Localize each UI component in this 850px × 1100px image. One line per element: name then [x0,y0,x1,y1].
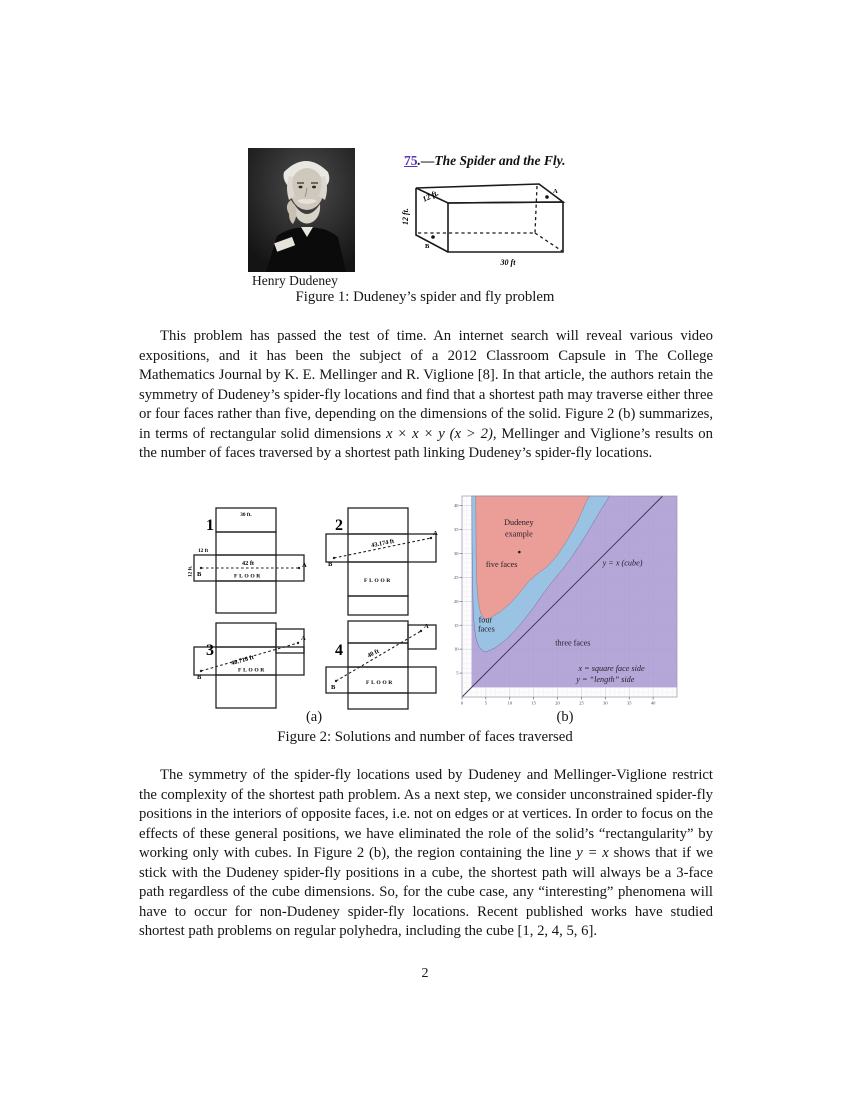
svg-text:30: 30 [603,700,608,706]
svg-text:30: 30 [454,551,459,557]
svg-text:40: 40 [650,700,656,706]
spider-fly-title [404,153,566,169]
point-a-dot [545,195,549,199]
puzzle-title-text: .—The Spider and the Fly. [417,153,566,168]
paragraph-1 [139,327,713,464]
net-1-side-label: 12 ft [198,548,209,554]
svg-text:10: 10 [507,700,513,706]
svg-text:10: 10 [454,646,459,652]
paragraph-1-text: This problem has passed the test of time. An internet search will reveal various video expositions, and it has been the subject of a 2012 Classroom Capsule in The College Mathematics Journal by K. E. Mellinger and R. Viglione [8]. In that article, the authors retain the symmetry of Dudeney’s spider-fly locations and find that a shortest path may traverse either three or four faces rather than five, depending on the dimensions of the solid. Figure 2 (b) summarizes, in terms of rectangular solid dimensions x × x × y (x > 2), Mellinger and Viglione’s results on the number of faces traversed by a shortest path linking Dudeney’s spider-fly locations. [139,328,713,462]
puzzle-number-link[interactable]: 75 [404,153,418,168]
net-2-number: 2 [335,517,343,534]
svg-text:15: 15 [531,700,536,706]
svg-text:four: four [478,615,493,625]
net-1-path-label: 42 ft [241,560,255,567]
net-4-a: A [424,623,429,630]
svg-text:0: 0 [460,700,464,706]
net-2-b: B [328,561,333,568]
net-1-a: A [302,562,307,569]
net-4-floor-label: FLOOR [366,680,394,686]
net-3-floor-label: FLOOR [238,667,266,674]
photo-caption: Henry Dudeney [252,273,338,288]
svg-text:35: 35 [626,700,632,706]
point-b-dot [431,235,435,239]
height-label-slant: 12 ft. [420,188,441,204]
paragraph-2 [139,766,713,942]
unfolding-nets-diagram [188,497,440,712]
length-label: 30 ft [500,258,516,267]
svg-text:25: 25 [454,574,459,580]
svg-text:5: 5 [484,700,488,706]
subfigure-a-label: (a) [305,709,323,725]
net-4-outline [326,621,436,709]
paragraph-2-text: The symmetry of the spider-fly locations used by Dudeney and Mellinger-Viglione restrict the complexity of the shortest path problem. As a next step, we consider unconstrained spider-fly positions in the interiors of opposite faces, i.e. not on edges or at vertices. In order to focus on the effects of these general positions, we have eliminated the role of the solid’s “rectangularity” by working only with cubes. In Figure 2 (b), the region containing the line y = x shows that if we stick with the Dudeney spider-fly positions in a cube, the shortest path will always be a 3-face path regardless of the cube dimensions. So, for the cube case, any “interesting” phenomena will have to occur for non-Dudeney spider-fly locations. Recent published works have studied shortest path problems on regular polyhedra, including the cube [1, 2, 4, 5, 6]. [139,767,713,940]
svg-text:15: 15 [454,622,459,628]
figure2-caption: Figure 2: Solutions and number of faces traversed [277,729,573,745]
figure1-caption: Figure 1: Dudeney’s spider and fly problem [295,289,555,305]
svg-text:three faces: three faces [555,638,591,648]
svg-text:example: example [504,529,533,539]
net-2-floor-label: FLOOR [364,578,392,584]
net-4-b: B [331,684,336,691]
net-1-number: 1 [206,517,214,534]
svg-text:y = x (cube): y = x (cube) [602,558,643,568]
net-1-top-label: 30 ft. [240,512,252,518]
henry-dudeney-photo [248,148,355,272]
svg-text:35: 35 [454,527,459,533]
spider-fly-box-diagram [396,176,578,270]
net-3-path-label: 40.718 ft [230,654,255,668]
svg-text:x = square face side: x = square face side [578,664,645,674]
height-label-vertical: 12 ft. [401,208,410,225]
svg-text:25: 25 [579,700,584,706]
net-1-side-label-rot: 12 ft. [188,565,194,577]
svg-text:y = “length” side: y = “length” side [576,675,635,685]
eye-left [299,186,303,189]
point-a-label: A [553,188,558,195]
net-3-outline [194,623,304,708]
svg-text:20: 20 [454,598,459,604]
net-3-b: B [197,674,202,681]
svg-text:Dudeney: Dudeney [504,518,534,528]
point-b-label: B [425,243,430,250]
eye-right [312,186,316,189]
faces-chart [449,493,681,711]
svg-text:40: 40 [454,503,459,509]
net-3-number: 3 [206,642,214,659]
svg-text:faces: faces [477,624,495,634]
net-4-path-label: 40 ft [366,647,381,660]
net-1-b: B [197,571,202,578]
subfigure-b-label: (b) [556,709,574,725]
net-3-a: A [301,635,306,642]
net-4-number: 4 [335,642,343,659]
net-1-floor-label: FLOOR [234,573,262,580]
net-2-path-label: 43.174 ft [370,537,395,550]
svg-text:five faces: five faces [485,559,518,569]
svg-text:5: 5 [456,670,459,676]
net-2-a: A [433,530,438,537]
svg-text:20: 20 [555,700,560,706]
page-number: 2 [421,966,429,981]
